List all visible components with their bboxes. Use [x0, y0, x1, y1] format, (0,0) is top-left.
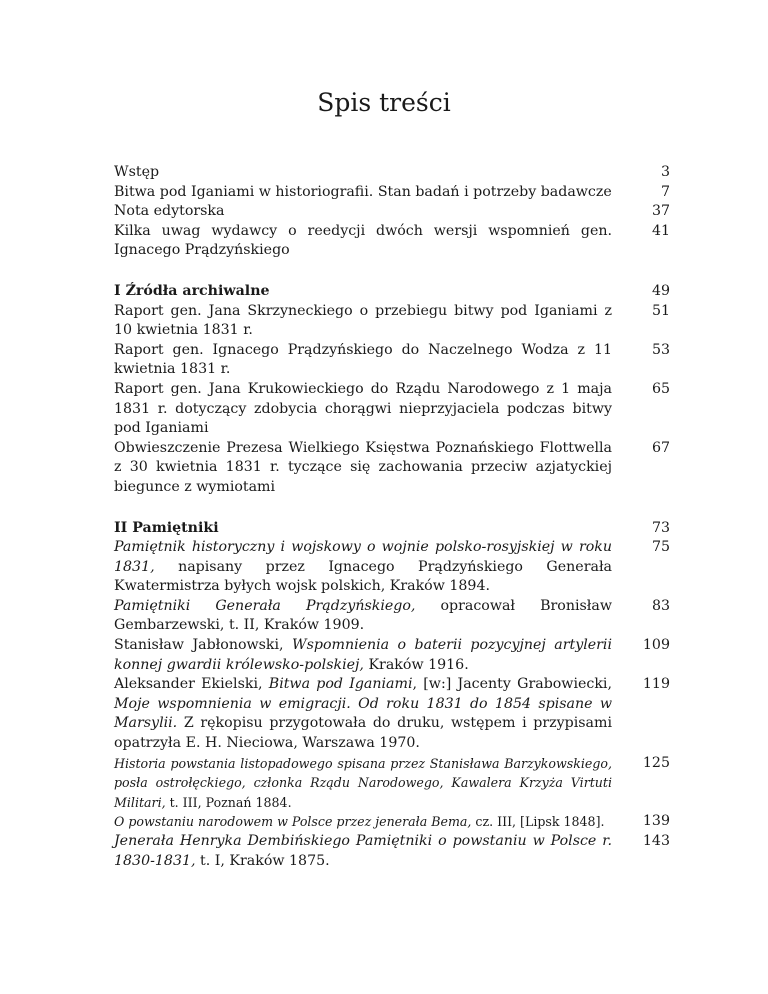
section-gap	[114, 498, 670, 519]
toc-entry-title: Raport gen. Jana Skrzyneckiego o przebiegu bitwy pod Iganiami z 10 kwietnia 1831 r.	[114, 302, 612, 339]
book-details: napisany przez Ignacego Prądzyńskiego Generała Kwatermistrza byłych wojsk polskich, Kraków 1894.	[114, 558, 612, 595]
toc-entry-title	[114, 636, 612, 675]
toc-entry	[114, 302, 670, 341]
toc-entry-page: 37	[651, 203, 670, 220]
toc-entry-page: 109	[642, 637, 670, 654]
book-author: Aleksander Ekielski,	[114, 676, 269, 693]
toc-entry-page: 7	[660, 183, 670, 200]
toc-entry-page: 75	[651, 539, 670, 556]
toc-entry-page: 67	[651, 439, 670, 456]
toc-entry-page: 139	[642, 813, 670, 830]
toc-entry-title	[114, 597, 612, 636]
book-title: Pamiętnik historyczny i wojskowy o wojnie polsko-rosyjskiej w roku 1831,	[114, 539, 612, 575]
toc-entry-title: Kilka uwag wydawcy o reedycji dwóch wersji wspomnień gen. Ignacego Prądzyńskiego	[114, 222, 612, 259]
section-gap	[114, 261, 670, 282]
section-heading-title: I Źródła archiwalne	[114, 282, 270, 299]
book-title: O powstaniu narodowem w Polsce przez jenerała Bema,	[114, 814, 472, 830]
toc-entry-title: Raport gen. Ignacego Prądzyńskiego do Naczelnego Wodza z 11 kwietnia 1831 r.	[114, 341, 612, 378]
book-title: Wspomnienia o baterii pozycyjnej artylerii konnej gwardii królewsko-polskiej,	[114, 637, 612, 673]
toc-entry-title	[114, 832, 612, 871]
toc-entry-title	[114, 812, 612, 832]
toc-entry-page: 65	[651, 380, 670, 397]
toc-entry	[114, 754, 670, 813]
section-heading-title: II Pamiętniki	[114, 519, 219, 536]
book-connector: , [w:] Jacenty Grabowiecki,	[412, 676, 612, 693]
toc-entry-page: 83	[651, 597, 670, 614]
toc-entry-title: Wstęp	[114, 164, 160, 180]
book-details: cz. III, [Lipsk 1848].	[471, 814, 605, 830]
toc-entry	[114, 380, 670, 439]
toc-entry	[114, 183, 670, 203]
toc-entry	[114, 163, 670, 183]
toc-entry-page: 143	[642, 833, 670, 849]
book-title: Jenerała Henryka Dembińskiego Pamiętniki o powstaniu w Polsce r. 1830-1831,	[114, 833, 612, 869]
toc-entry	[114, 597, 670, 636]
toc-entry	[114, 812, 670, 832]
toc-entry	[114, 675, 670, 753]
toc-entry	[114, 202, 670, 222]
toc-entry-title: Obwieszczenie Prezesa Wielkiego Księstwa Poznańskiego Flottwella z 30 kwietnia 1831 r. tyczące się zachowania przeciw azjatyckiej biegunce z wymiotami	[114, 439, 612, 495]
toc-section-heading	[114, 519, 670, 539]
page-title: Spis treści	[317, 88, 451, 117]
book-details: opracował Bronisław Gembarzewski, t. II, Kraków 1909.	[114, 597, 612, 634]
toc-entry-title: Bitwa pod Iganiami w historiografii. Stan badań i potrzeby badawcze	[114, 183, 612, 200]
toc-entry-page: 3	[660, 164, 670, 180]
toc-entry-page: 51	[651, 302, 670, 319]
toc-entry	[114, 222, 670, 261]
book-details: Kraków 1916.	[363, 656, 469, 673]
book-title: Pamiętniki Generała Prądzyńskiego,	[114, 597, 416, 614]
toc-entry-page: 53	[651, 341, 670, 358]
toc-entry	[114, 538, 670, 597]
toc-section-heading	[114, 282, 670, 302]
toc-entry-title	[114, 754, 612, 813]
toc-entry-page: 41	[651, 222, 670, 239]
section-heading-page: 49	[651, 282, 670, 299]
book-details: t. III, Poznań 1884.	[165, 794, 292, 810]
toc-entry-page: 119	[642, 676, 670, 693]
book-title-secondary: Moje wspomnienia w emigracji. Od roku 1831 do 1854 spisane w Marsylii.	[114, 695, 612, 732]
toc-entry-title	[114, 538, 612, 597]
toc-entry	[114, 439, 670, 498]
toc-entry-title	[114, 675, 612, 753]
toc-entry	[114, 636, 670, 675]
book-title: Bitwa pod Iganiami	[268, 676, 413, 693]
book-details: Z rękopisu przygotowała do druku, wstępem i przypisami opatrzyła E. H. Nieciowa, Warszawa 1970.	[114, 715, 612, 752]
toc-entry	[114, 832, 670, 871]
book-details: t. I, Kraków 1875.	[195, 852, 330, 869]
toc-entry	[114, 341, 670, 380]
table-of-contents	[114, 163, 670, 871]
section-heading-page: 73	[651, 519, 670, 536]
toc-entry-title: Nota edytorska	[114, 203, 225, 220]
book-author: Stanisław Jabłonowski,	[114, 637, 292, 654]
book-title: Historia powstania listopadowego spisana przez Stanisława Barzykowskiego, posła ostrołęckiego, członka Rządu Narodowego, Kawalera Krzyża Virtuti Militari,	[114, 755, 612, 810]
toc-entry-title: Raport gen. Jana Krukowieckiego do Rządu Narodowego z 1 maja 1831 r. dotyczący zdobycia chorągwi nieprzyjaciela podczas bitwy pod Iganiami	[114, 380, 612, 437]
toc-entry-page: 125	[642, 754, 670, 771]
